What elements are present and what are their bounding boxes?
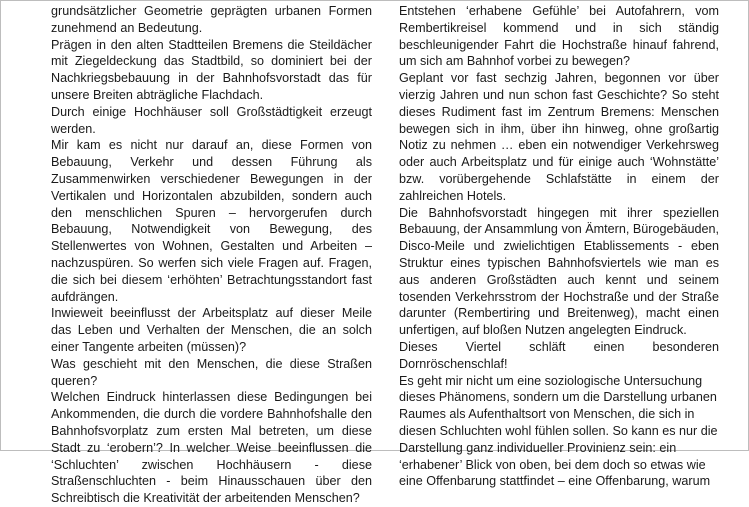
- paragraph: Was geschieht mit den Menschen, die diese Straßen queren?: [51, 356, 372, 388]
- paragraph: Durch einige Hochhäuser soll Großstädtigkeit erzeugt werden.: [51, 104, 372, 136]
- paragraph: Welchen Eindruck hinterlassen diese Bedingungen bei Ankommenden, die durch die vordere Bahnhofshalle den Bahnhofsvorplatz zum ersten Mal betreten, um diese Stadt zu ‘erobern’? In welcher Weise beeinflussen die ‘Schluchten’ zwischen Hochhäusern - diese Straßenschluchten - beim Hinausschauen über den Schreibtisch die Kreativität der arbeitenden Menschen?: [51, 390, 372, 506]
- paragraph: Mir kam es nicht nur darauf an, diese Formen von Bebauung, Verkehr und dessen Führung als Zusammenwirken verschiedener Bewegungen in der Vertikalen und Horizontalen abzubilden, sondern auch den menschlichen Spuren – hervorgerufen durch Bebauung, Notwendigkeit von Bewegung, des Stellenwertes von Wohnen, Gestalten und Arbeiten – nachzuspüren. So werfen sich viele Fragen auf. Fragen, die sich bei diesem ‘erhöhten’ Betrachtungsstandort fast aufdrängen.: [51, 138, 372, 304]
- paragraph: Die Bahnhofsvorstadt hingegen mit ihrer speziellen Bebauung, der Ansammlung von Ämtern, Bürogebäuden, Disco-Meile und zwielichtigen Etablissements - eben Struktur eines typischen Bahnhofsviertels wie man es aus anderen Großstädten auch kennt und seinem tosenden Verkehrsstrom der Hochstraße und der Straße darunter (Rembertiring und Breitenweg), macht einen unfertigen, auf bloßen Nutzen angelegten Eindruck.: [399, 205, 719, 338]
- paragraph: Prägen in den alten Stadtteilen Bremens die Steildächer mit Ziegeldeckung das Stadtbild, so dominiert bei der Nachkriegsbebauung in der Bahnhofsvorstadt das für unsere Breiten abträgliche Flachdach.: [51, 37, 372, 102]
- paragraph: Entstehen ‘erhabene Gefühle’ bei Autofahrern, vom Rembertikreisel kommend und in sich ständig beschleunigender Fahrt die Hochstraße hinauf fahrend, um sich am Bahnhof vorbei zu bewegen?: [399, 4, 719, 69]
- paragraph: Inwieweit beeinflusst der Arbeitsplatz auf dieser Meile das Leben und Verhalten der Menschen, die an solch einer Tangente arbeiten (müssen)?: [51, 306, 372, 354]
- left-text-column: [51, 3, 372, 507]
- paragraph: Geplant vor fast sechzig Jahren, begonnen vor über vierzig Jahren und nun schon fast Geschichte? So steht dieses Rudiment fast im Zentrum Bremens: Menschen bewegen sich in ihm, über ihn hinweg, ohne großartig Notiz zu nehmen … eben ein notwendiger Verkehrsweg oder auch Arbeitsplatz und für einige auch ‘Wohnstätte’ bzw. vorübergehende Schlafstätte in einem der zahlreichen Hotels.: [399, 71, 719, 203]
- paragraph: grundsätzlicher Geometrie geprägten urbanen Formen zunehmend an Bedeutung.: [51, 4, 372, 35]
- paragraph: Dieses Viertel schläft einen besonderen Dornröschenschlaf!: [399, 339, 719, 371]
- right-text-column: [399, 3, 719, 490]
- paragraph: Es geht mir nicht um eine soziologische Untersuchung dieses Phänomens, sondern um die Darstellung urbanen Raumes als Aufenthaltsort von Menschen, die sich in diesen Schluchten wohl fühlen sollen. So kann es nur die Darstellung ganz individueller Provinienz sein: ein ‘erhabener’ Blick von oben, bei dem doch so etwas wie eine Offenbarung stattfindet – eine Offenbarung, warum: [399, 373, 718, 489]
